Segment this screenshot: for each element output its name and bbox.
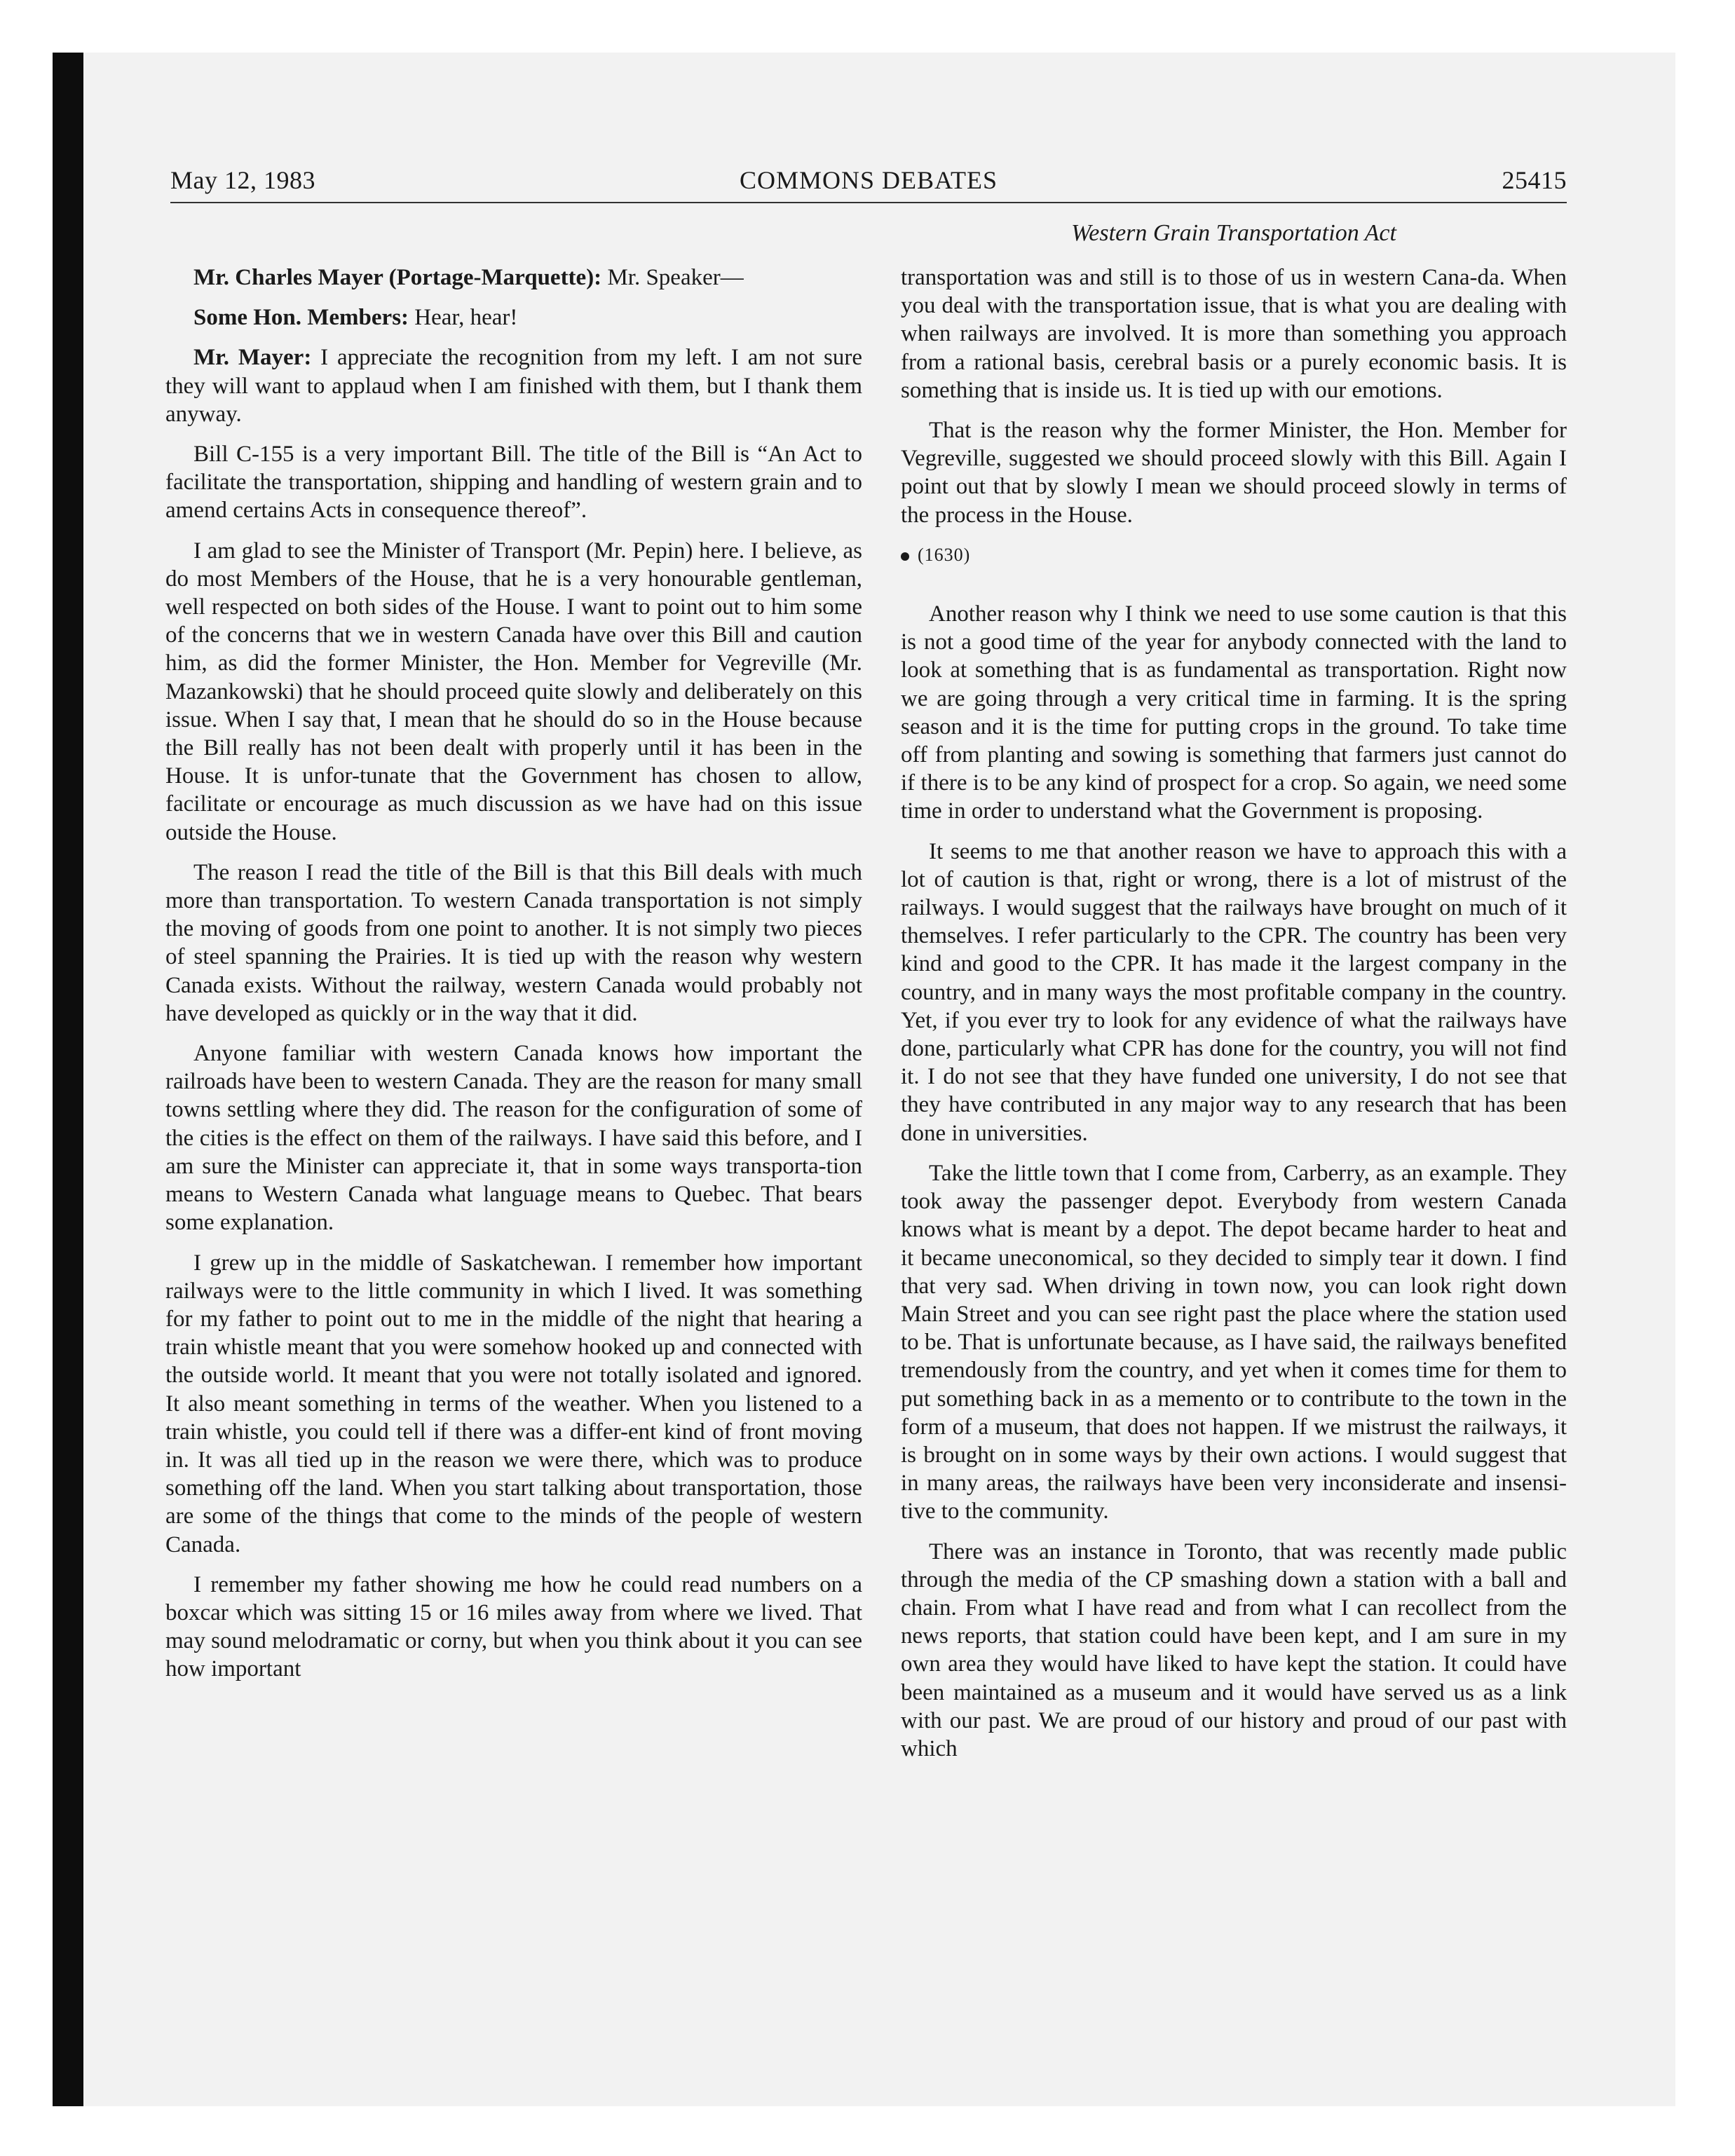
header-date: May 12, 1983 bbox=[170, 166, 315, 194]
paragraph: transportation was and still is to those of us in western Cana-da. When you deal with the transportation issue, that is what you are dealing with when railways are involved. It is more than something you approach from a rational basis, cerebral basis or a purely economic basis. It is something that is inside us. It is tied up with our emotions. bbox=[901, 265, 1567, 403]
speech-text: Mr. Speaker— bbox=[601, 265, 744, 290]
time-marker-text: (1630) bbox=[918, 544, 971, 565]
paragraph: Another reason why I think we need to use some caution is that this is not a good time of the year for anybody connected with the land to look at something that is as fundamental as transportation. Right now we are going through a very critical time in farming. It is the spring season and it is the time for putting crops in the ground. To take time off from planting and sowing is something that farmers just cannot do if there is to be any kind of prospect for a crop. So again, we need some time in order to understand what the Government is proposing. bbox=[901, 601, 1567, 824]
speech-text: I appreciate the recognition from my left. I am not sure they will want to applaud when I am finished with them, but I thank them anyway. bbox=[165, 345, 862, 427]
section-subheading: Western Grain Transportation Act bbox=[1071, 220, 1396, 246]
speaker-name: Mr. Mayer: bbox=[193, 345, 312, 371]
time-marker bbox=[901, 541, 1567, 569]
header-title: COMMONS DEBATES bbox=[739, 166, 998, 194]
paragraph: I am glad to see the Minister of Transport (Mr. Pepin) here. I believe, as do most Members of the House, that he is a very honourable gentleman, well respected on both sides of the House. I want to point out to him some of the concerns that we in western Canada have over this Bill and caution him, as did the former Minister, the Hon. Member for Vegreville (Mr. Mazankowski) that he should proceed quite slowly and deliberately on this issue. When I say that, I mean that he should do so in the House because the Bill really has not been dealt with properly until it has been in the House. It is unfor-tunate that the Government has chosen to allow, facilitate or encourage as much discussion as we have had on this issue outside the House. bbox=[165, 538, 862, 845]
speaker-name: Mr. Charles Mayer (Portage-Marquette): bbox=[193, 265, 602, 290]
header-page-number: 25415 bbox=[1502, 166, 1567, 194]
paragraph: Bill C-155 is a very important Bill. The title of the Bill is “An Act to facilitate the transportation, shipping and handling of western grain and to amend certains Acts in consequence thereof”. bbox=[165, 442, 862, 524]
left-column bbox=[165, 264, 862, 1696]
page-header bbox=[170, 165, 1567, 200]
paragraph: Take the little town that I come from, Carberry, as an example. They took away the passenger depot. Everybody from western Canada knows what is meant by a depot. The depot became harder to heat and it became uneconomical, so they decided to simply tear it down. I find that very sad. When driving in town now, you can look right down Main Street and you can see right past the place where the station used to be. That is unfortunate because, as I have said, the railways benefited tremendously from the country, and yet when it comes time for them to put something back in as a memento or to contribute to the town in the form of a museum, that does not happen. If we mistrust the railways, it is brought on in some ways by their own actions. I would suggest that in many areas, the railways have been very inconsiderate and insensi-tive to the community. bbox=[901, 1160, 1567, 1524]
paragraph: It seems to me that another reason we have to approach this with a lot of caution is that, right or wrong, there is a lot of mistrust of the railways. I would suggest that the railways have brought on much of it themselves. I refer particularly to the CPR. The country has been very kind and good to the CPR. It has made it the largest company in the country, and in many ways the most profitable company in the country. Yet, if you ever try to look for any evidence of what the railways have done, particularly what CPR has done for the country, you will not find it. I do not see that they have funded one university, I do not see that they have contributed in any major way to any research that has been done in universities. bbox=[901, 838, 1567, 1146]
paragraph: There was an instance in Toronto, that was recently made public through the media of the CP smashing down a station with a ball and chain. From what I have read and from what I can recollect from the news reports, that station could have been kept, and I am sure in my own area they would have liked to have kept the station. It could have been maintained as a museum and it would have served us as a link with our past. We are proud of our history and proud of our past with which bbox=[901, 1538, 1567, 1761]
right-column bbox=[901, 264, 1567, 1775]
paragraph: The reason I read the title of the Bill is that this Bill deals with much more than transportation. To western Canada transportation is not simply the moving of goods from one point to another. It is not simply two pieces of steel spanning the Prairies. It is tied up with the reason why western Canada exists. Without the railway, western Canada would probably not have developed as quickly or in the way that it did. bbox=[165, 859, 862, 1026]
paragraph bbox=[165, 303, 862, 332]
paragraph: I remember my father showing me how he could read numbers on a boxcar which was sitting 15 or 16 miles away from where we lived. That may sound melodramatic or corny, but when you think about it you can see how important bbox=[165, 1571, 862, 1682]
binding-edge bbox=[53, 53, 83, 2106]
paragraph: Anyone familiar with western Canada knows how important the railroads have been to western Canada. They are the reason for many small towns settling where they did. The reason for the configuration of some of the cities is the effect on them of the railways. I have said this before, and I am sure the Minister can appreciate it, that in some ways transporta-tion means to Western Canada what language means to Quebec. That bears some explanation. bbox=[165, 1041, 862, 1236]
speech-text: Hear, hear! bbox=[409, 305, 518, 331]
paragraph bbox=[165, 343, 862, 428]
speaker-name: Some Hon. Members: bbox=[193, 305, 409, 331]
bullet-icon bbox=[901, 552, 909, 561]
paragraph: I grew up in the middle of Saskatchewan. I remember how important railways were to the little community in which I lived. It was something for my father to point out to me in the middle of the night that hearing a train whistle meant that you were somehow hooked up and connected with the outside world. It meant that you were not totally isolated and ignored. It also meant something in terms of the weather. When you listened to a train whistle, you could tell if there was a differ-ent kind of front moving in. It was all tied up in the reason we were there, which was to produce something off the land. When you start talking about transportation, those are some of the things that come to the minds of the people of western Canada. bbox=[165, 1250, 862, 1557]
paragraph: That is the reason why the former Minister, the Hon. Member for Vegreville, suggested we should proceed slowly with this Bill. Again I point out that by slowly I mean we should proceed slowly in terms of the process in the House. bbox=[901, 418, 1567, 528]
paragraph bbox=[165, 264, 862, 292]
header-rule bbox=[170, 202, 1567, 203]
